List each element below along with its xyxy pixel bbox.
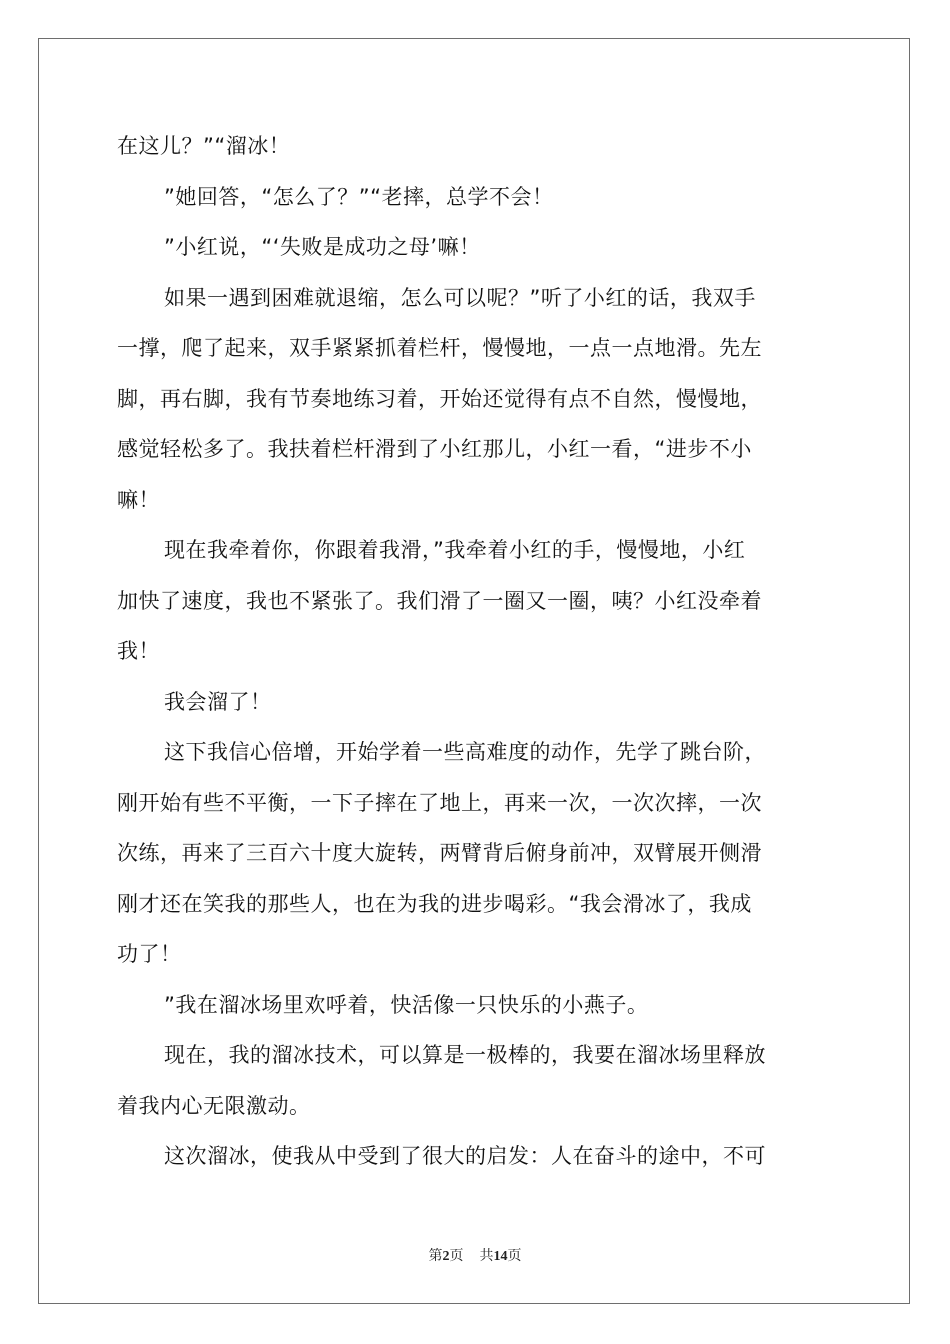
text-line: 嘛！ xyxy=(117,487,160,512)
total-pages: 14 xyxy=(493,1249,508,1264)
total-pages-suffix: 页 xyxy=(507,1249,522,1264)
document-body xyxy=(117,121,833,1182)
text-line: ”我在溜冰场里欢呼着，快活像一只快乐的小燕子。 xyxy=(164,992,649,1017)
text-line: 我会溜了！ xyxy=(164,689,272,714)
text-line: 在这儿？”“溜冰！ xyxy=(117,134,291,158)
text-line: 如果一遇到困难就退缩，怎么可以呢？”听了小红的话，我双手 xyxy=(164,285,756,310)
text-line: ”她回答，“怎么了？”“老摔，总学不会！ xyxy=(164,184,554,209)
page-footer xyxy=(0,1247,950,1267)
text-line: 现在我牵着你，你跟着我滑，”我牵着小红的手，慢慢地，小红 xyxy=(164,538,746,562)
text-line: 着我内心无限激动。 xyxy=(117,1093,311,1118)
text-line: 次练，再来了三百六十度大旋转，两臂背后俯身前冲，双臂展开侧滑 xyxy=(117,841,762,865)
page-number: 2 xyxy=(442,1249,450,1264)
text-line: 一撑，爬了起来，双手紧紧抓着栏杆，慢慢地，一点一点地滑。先左 xyxy=(117,336,762,360)
text-line: 加快了速度，我也不紧张了。我们滑了一圈又一圈，咦？小红没牵着 xyxy=(117,588,762,613)
text-line: ”小红说，“‘失败是成功之母’嘛！ xyxy=(164,235,481,259)
page-number-suffix: 页 xyxy=(449,1249,464,1264)
page-number-prefix: 第 xyxy=(428,1249,443,1264)
text-line: 功了！ xyxy=(117,942,182,966)
total-pages-prefix: 共 xyxy=(479,1249,494,1264)
text-line: 我！ xyxy=(117,639,160,663)
text-line: 这次溜冰，使我从中受到了很大的启发：人在奋斗的途中，不可 xyxy=(164,1144,766,1168)
text-line: 脚，再右脚，我有节奏地练习着，开始还觉得有点不自然，慢慢地， xyxy=(117,386,762,411)
text-line: 现在，我的溜冰技术，可以算是一极棒的，我要在溜冰场里释放 xyxy=(164,1043,766,1067)
text-line: 刚开始有些不平衡，一下子摔在了地上，再来一次，一次次摔，一次 xyxy=(117,790,762,815)
text-line: 感觉轻松多了。我扶着栏杆滑到了小红那儿，小红一看，“进步不小 xyxy=(117,437,752,461)
text-line: 这下我信心倍增，开始学着一些高难度的动作，先学了跳台阶， xyxy=(164,740,766,764)
text-line: 刚才还在笑我的那些人，也在为我的进步喝彩。“我会滑冰了，我成 xyxy=(117,891,752,916)
